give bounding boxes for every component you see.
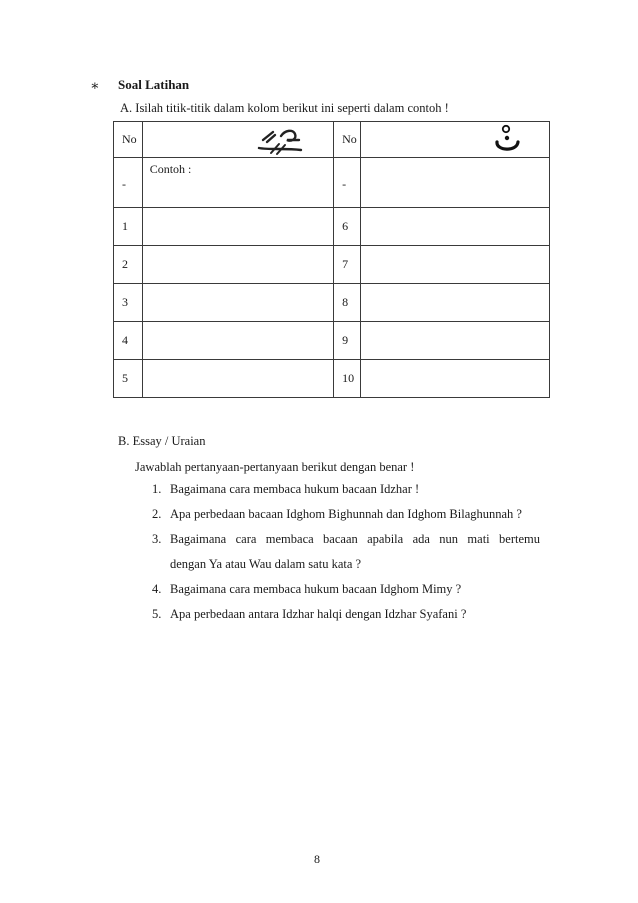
header-left-no: No	[114, 122, 143, 158]
contoh-label: Contoh :	[149, 162, 192, 176]
table-row	[114, 322, 550, 360]
row-left-no: 1	[114, 208, 143, 246]
answer-cell[interactable]	[142, 360, 333, 398]
header-right-no: No	[334, 122, 361, 158]
example-right-no: -	[334, 158, 361, 208]
example-row	[114, 158, 550, 208]
arabic-nun-sukun-icon	[493, 124, 523, 154]
question-list	[152, 477, 552, 627]
part-a-instruction: A. Isilah titik-titik dalam kolom berikut ini seperti dalam contoh !	[120, 101, 449, 115]
answer-cell[interactable]	[142, 208, 333, 246]
handwritten-glyph-icon	[255, 126, 315, 156]
row-right-no: 6	[334, 208, 361, 246]
row-left-no: 3	[114, 284, 143, 322]
row-left-no: 4	[114, 322, 143, 360]
answer-cell[interactable]	[360, 208, 549, 246]
row-right-no: 7	[334, 246, 361, 284]
row-right-no: 9	[334, 322, 361, 360]
page-number: 8	[314, 852, 320, 866]
table-row	[114, 246, 550, 284]
header-right-symbol-cell	[360, 122, 549, 158]
answer-cell[interactable]	[142, 284, 333, 322]
list-item: 5. Apa perbedaan antara Idzhar halqi dengan Idzhar Syafani ?	[152, 607, 467, 621]
example-left-cell	[142, 158, 333, 208]
row-left-no: 2	[114, 246, 143, 284]
table-row	[114, 284, 550, 322]
part-b-title: B. Essay / Uraian	[118, 434, 206, 448]
table-row	[114, 208, 550, 246]
list-item: 2. Apa perbedaan bacaan Idghom Bighunnah dan Idghom Bilaghunnah ?	[152, 507, 522, 521]
row-left-no: 5	[114, 360, 143, 398]
section-bullet: ∗	[90, 79, 100, 94]
section-title: Soal Latihan	[118, 77, 190, 92]
list-item-continuation: dengan Ya atau Wau dalam satu kata ?	[170, 557, 362, 571]
answer-cell[interactable]	[360, 360, 549, 398]
part-b-instruction: Jawablah pertanyaan-pertanyaan berikut dengan benar !	[135, 460, 415, 474]
row-right-no: 8	[334, 284, 361, 322]
header-left-symbol-cell	[142, 122, 333, 158]
answer-cell[interactable]	[360, 322, 549, 360]
answer-cell[interactable]	[360, 284, 549, 322]
row-right-no: 10	[334, 360, 361, 398]
exercise-table	[113, 121, 550, 398]
example-right-cell	[360, 158, 549, 208]
answer-cell[interactable]	[360, 246, 549, 284]
table-row	[114, 360, 550, 398]
example-left-no: -	[114, 158, 143, 208]
list-item: 3. Bagaimana cara membaca bacaan apabila ada nun mati bertemu	[152, 532, 540, 546]
table-header-row	[114, 122, 550, 158]
answer-cell[interactable]	[142, 246, 333, 284]
list-item: 1. Bagaimana cara membaca hukum bacaan Idzhar !	[152, 482, 420, 496]
answer-cell[interactable]	[142, 322, 333, 360]
list-item: 4. Bagaimana cara membaca hukum bacaan Idghom Mimy ?	[152, 582, 462, 596]
